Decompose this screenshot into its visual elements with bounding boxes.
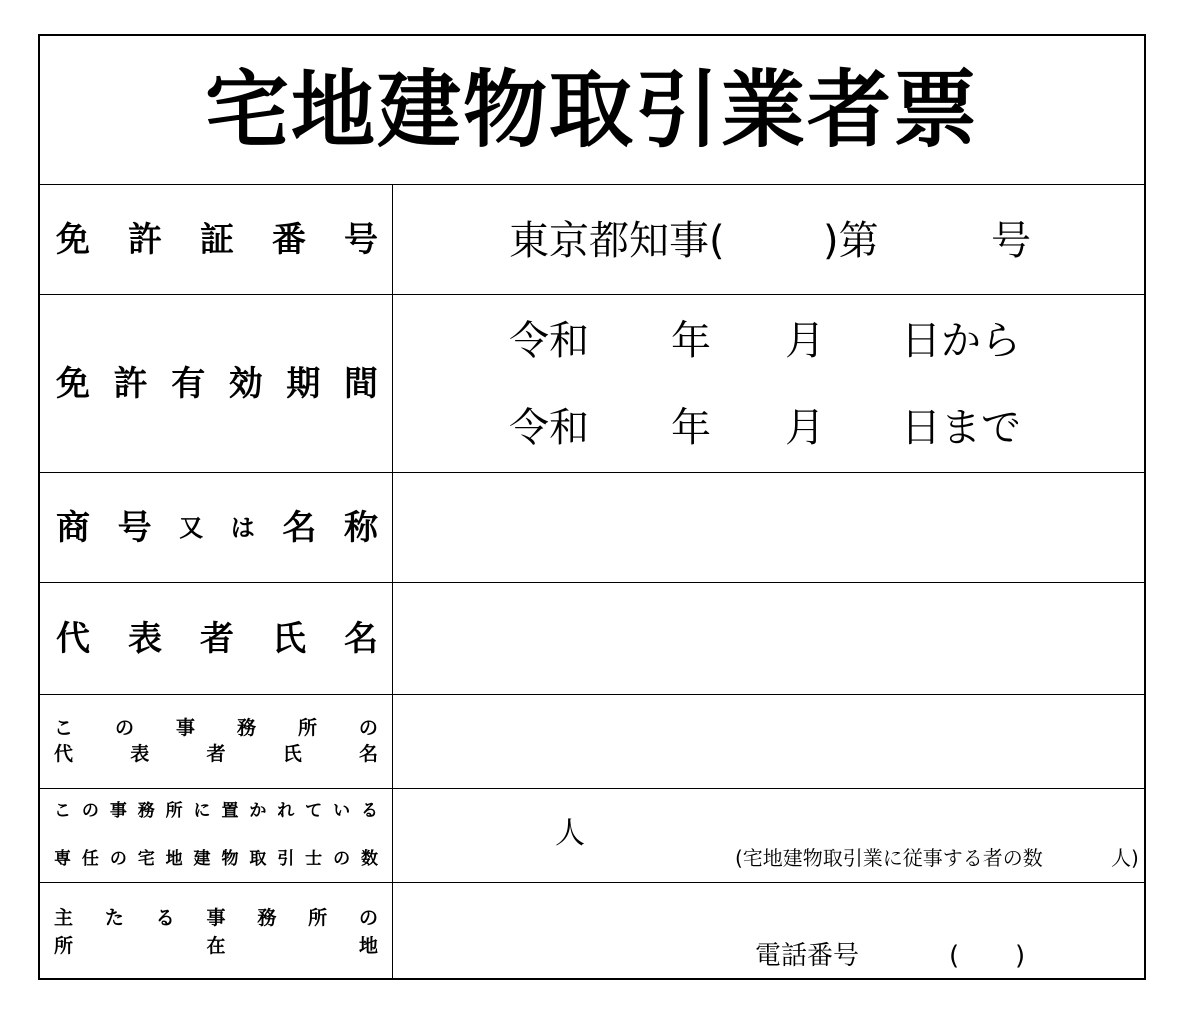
label-char: 務	[137, 801, 155, 821]
to-month: 月	[785, 405, 825, 451]
label-char: 代	[56, 618, 90, 659]
license-number-suffix: 号	[991, 218, 1031, 264]
phone-paren-close: )	[1015, 941, 1026, 971]
label-licensed-agents	[40, 789, 393, 882]
label-char: 務	[257, 907, 277, 929]
employees-note-prefix: (宅地建物取引業に従事する者の数	[735, 846, 1043, 870]
label-char: 表	[128, 618, 162, 659]
label-char: て	[305, 801, 323, 821]
label-char: 任	[81, 849, 99, 869]
label-char: 効	[228, 363, 263, 404]
label-char: 主	[54, 907, 74, 929]
label-char: 免	[56, 219, 90, 260]
label-char: 地	[165, 849, 183, 869]
from-year: 年	[671, 318, 711, 364]
label-char: こ	[54, 717, 74, 739]
value-representative	[393, 583, 1144, 694]
label-char: に	[193, 801, 211, 821]
label-char: た	[104, 907, 124, 929]
value-trade-name	[393, 473, 1144, 582]
label-char: 物	[221, 849, 239, 869]
to-era: 令和	[509, 405, 589, 451]
label-char: 地	[358, 935, 378, 957]
label-char: 商	[56, 507, 90, 548]
label-representative	[40, 583, 393, 694]
label-char: 免	[56, 363, 90, 404]
label-char-small: 又	[179, 513, 204, 542]
label-char: 事	[109, 801, 127, 821]
label-char: 許	[113, 363, 148, 404]
label-char: 事	[175, 717, 195, 739]
employees-note-suffix: 人)	[1111, 846, 1139, 870]
label-char: 代	[54, 743, 74, 765]
label-char: る	[360, 801, 378, 821]
value-validity	[393, 295, 1144, 472]
label-char: の	[81, 801, 99, 821]
row-representative	[40, 583, 1144, 695]
title-row	[40, 36, 1144, 185]
label-char: 間	[343, 363, 378, 404]
label-char: 氏	[282, 743, 302, 765]
to-day: 日まで	[901, 405, 1021, 451]
label-char: 所	[54, 935, 74, 957]
label-char: 氏	[272, 618, 306, 659]
row-validity	[40, 295, 1144, 473]
value-office-representative	[393, 695, 1144, 788]
row-main-office	[40, 883, 1144, 978]
label-trade-name	[40, 473, 393, 582]
label-char: れ	[277, 801, 295, 821]
label-char: こ	[54, 801, 71, 821]
label-char: 務	[236, 717, 256, 739]
label-char-small: は	[230, 513, 255, 542]
label-char: の	[333, 849, 351, 869]
label-char: 建	[193, 849, 211, 869]
label-char: 名	[282, 507, 317, 548]
label-main-office	[40, 883, 393, 978]
sign-title: 宅地建物取引業者票	[204, 61, 979, 159]
label-char: 置	[221, 801, 239, 821]
label-char: か	[249, 801, 267, 821]
label-char: 号	[344, 219, 378, 260]
label-char: 士	[305, 849, 323, 869]
from-day: 日から	[901, 318, 1021, 364]
label-char: 取	[249, 849, 267, 869]
label-char: 表	[130, 743, 150, 765]
license-authority: 東京都知事(	[509, 218, 725, 264]
label-char: 在	[206, 935, 226, 957]
label-char: 証	[200, 219, 234, 260]
label-char: 数	[360, 849, 378, 869]
license-sign-board	[38, 34, 1146, 980]
label-char: 期	[286, 363, 321, 404]
label-char: の	[358, 717, 378, 739]
row-license-number	[40, 185, 1144, 295]
label-char: の	[358, 907, 378, 929]
label-office-representative	[40, 695, 393, 788]
to-year: 年	[671, 405, 711, 451]
label-char: い	[333, 801, 351, 821]
value-main-office	[393, 883, 1144, 978]
value-license-number	[393, 185, 1144, 294]
from-era: 令和	[509, 318, 589, 364]
label-char: 称	[343, 507, 378, 548]
label-char: 引	[277, 849, 295, 869]
label-char: の	[109, 849, 127, 869]
label-char: 番	[272, 219, 306, 260]
label-validity	[40, 295, 393, 472]
license-number-mid: )第	[823, 218, 879, 264]
label-char: 有	[171, 363, 206, 404]
label-char: る	[155, 907, 175, 929]
value-licensed-agents	[393, 789, 1144, 882]
label-char: 名	[344, 618, 378, 659]
label-char: 所	[165, 801, 183, 821]
label-char: 所	[308, 907, 328, 929]
phone-label: 電話番号	[755, 941, 860, 971]
label-char: 宅	[137, 849, 155, 869]
label-license-number	[40, 185, 393, 294]
label-char: 事	[206, 907, 226, 929]
label-char: 号	[117, 507, 152, 548]
row-trade-name	[40, 473, 1144, 583]
label-char: 許	[128, 219, 162, 260]
label-char: の	[114, 717, 134, 739]
label-char: 者	[200, 618, 234, 659]
row-office-representative	[40, 695, 1144, 789]
from-month: 月	[785, 318, 825, 364]
label-char: 名	[358, 743, 378, 765]
label-char: 者	[206, 743, 226, 765]
agents-unit: 人	[555, 816, 585, 851]
row-licensed-agents	[40, 789, 1144, 883]
label-char: 所	[297, 717, 317, 739]
phone-paren-open: (	[949, 941, 960, 971]
label-char: 専	[54, 849, 71, 869]
